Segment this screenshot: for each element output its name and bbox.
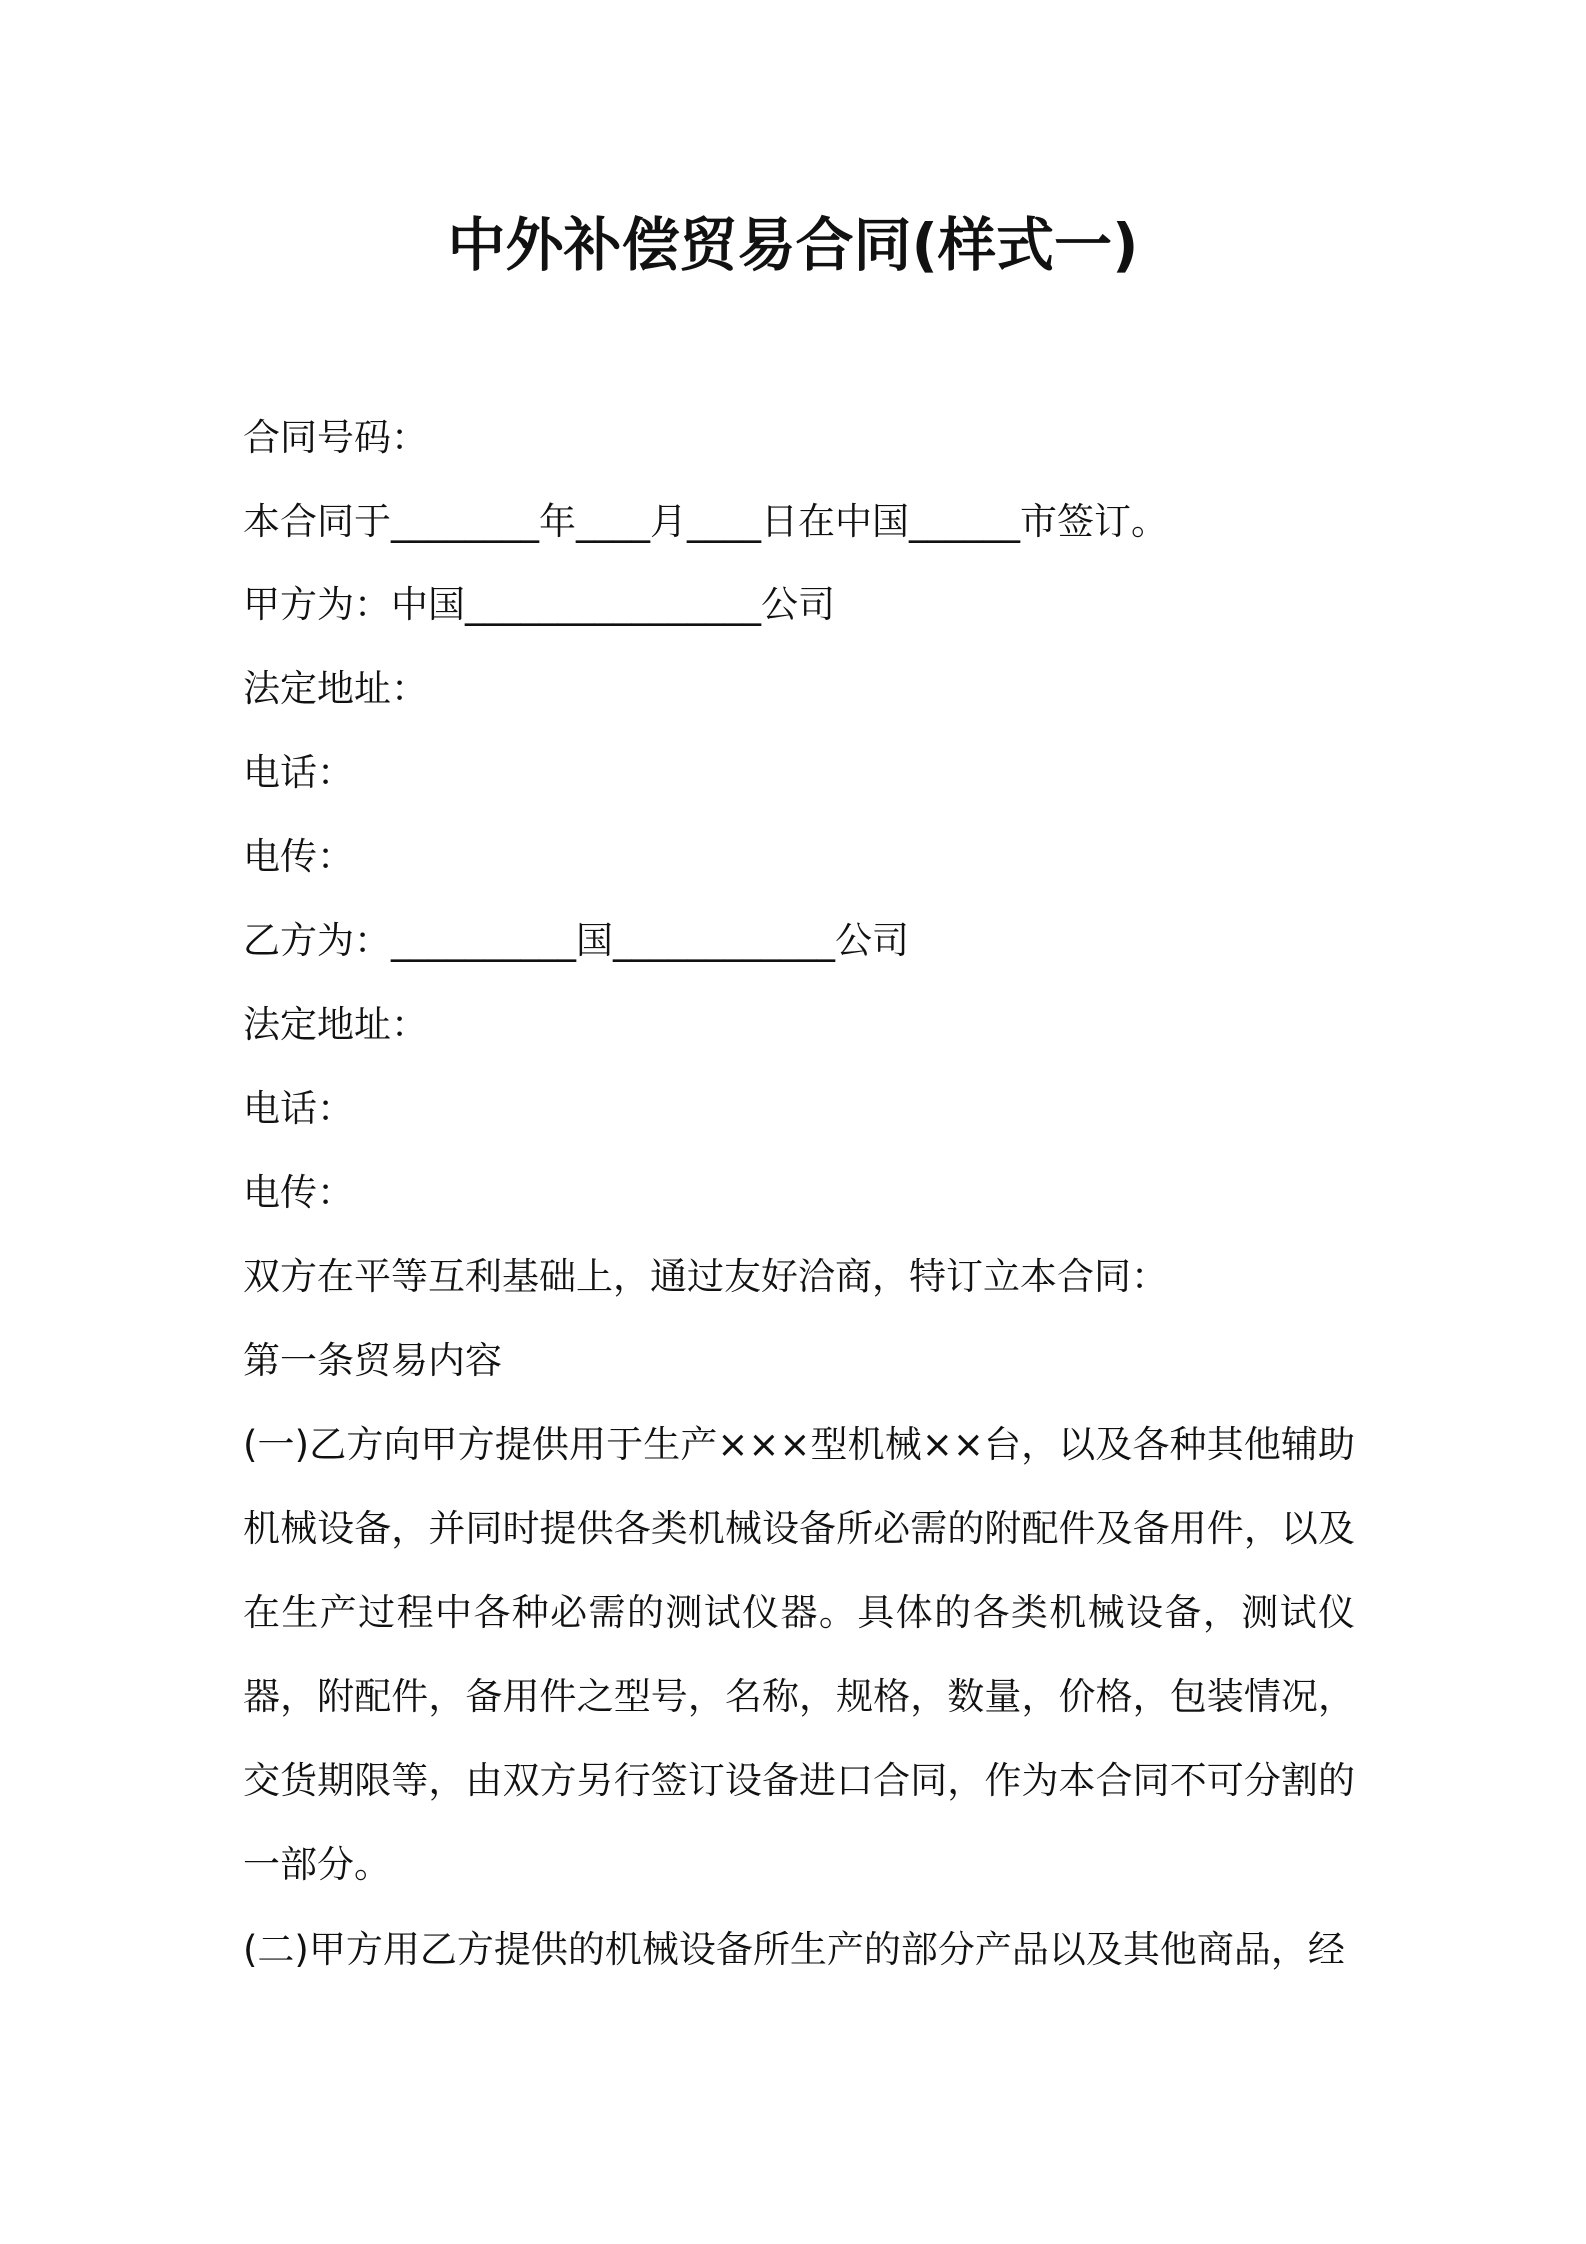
- article-1-clause-2: (二)甲方用乙方提供的机械设备所生产的部分产品以及其他商品，经: [243, 1928, 1345, 1971]
- party-b-address-line: 法定地址：: [243, 1003, 428, 1046]
- party-b-line: 乙方为：__________国____________公司: [243, 919, 909, 962]
- party-b-phone-line: 电话：: [243, 1087, 354, 1130]
- party-b-telex-line: 电传：: [243, 1171, 354, 1214]
- party-a-address-line: 法定地址：: [243, 667, 428, 710]
- document-title: 中外补偿贸易合同(样式一): [447, 211, 1139, 279]
- party-a-telex-line: 电传：: [243, 835, 354, 878]
- article-1-clause-1: (一)乙方向甲方提供用于生产×××型机械××台，以及各种其他辅助机械设备，并同时提供各类机械设备所必需的附配件及备用件，以及在生产过程中各种必需的测试仪器。具体的各类机械设备，测试仪器，附配件，备用件之型号，名称，规格，数量，价格，包装情况，交货期限等，由双方另行签订设备进口合同，作为本合同不可分割的一部分。: [243, 1423, 1355, 1886]
- party-a-phone-line: 电话：: [243, 751, 354, 794]
- party-a-line: 甲方为：中国________________公司: [243, 583, 835, 626]
- article-1-heading: 第一条贸易内容: [243, 1339, 502, 1382]
- preamble-line: 双方在平等互利基础上，通过友好洽商，特订立本合同：: [243, 1255, 1168, 1298]
- contract-number-line: 合同号码：: [243, 416, 428, 459]
- signing-date-line: 本合同于________年____月____日在中国______市签订。: [243, 500, 1168, 543]
